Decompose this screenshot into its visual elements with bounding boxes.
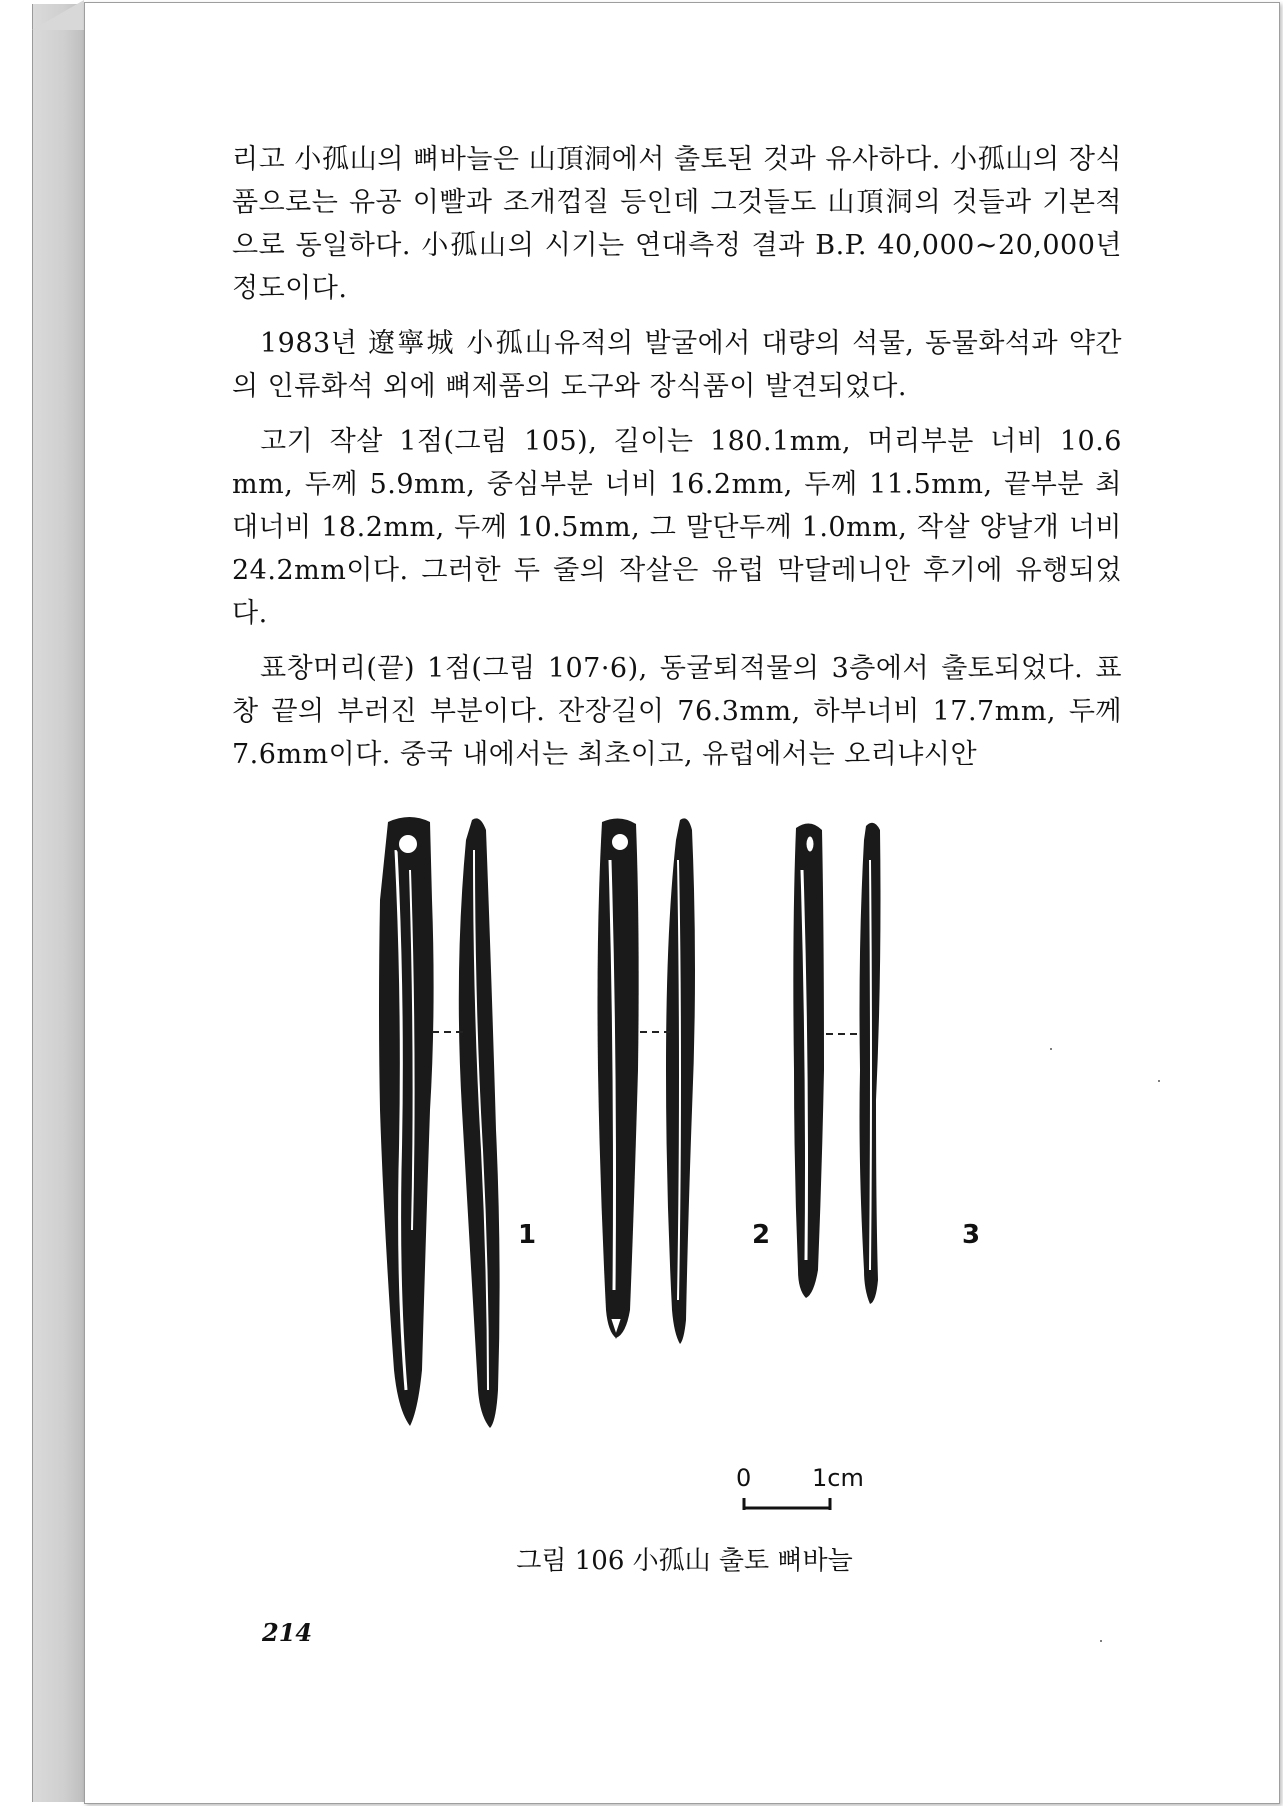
- needle-1-front: [379, 817, 434, 1426]
- book-spine: [32, 4, 85, 1802]
- figure-caption-text: 그림 106 小孤山 출토 뼈바늘: [516, 1546, 853, 1576]
- figure-caption: [0, 1540, 1283, 1577]
- needle-3-side: [860, 823, 881, 1304]
- scan-speck: [1158, 1080, 1160, 1082]
- scale-bar: [744, 1498, 830, 1510]
- paragraph-1: 리고 小孤山의 뼈바늘은 山頂洞에서 출토된 것과 유사하다. 小孤山의 장식품으로는 유공 이빨과 조개껍질 등인데 그것들도 山頂洞의 것들과 기본적으로 동일하다. 小孤山의 시기는 연대측정 결과 B.P. 40,000~20,000년 정도이다.: [232, 144, 1122, 304]
- scan-speck: [1050, 1048, 1052, 1050]
- paragraph-4: 표창머리(끝) 1점(그림 107·6), 동굴퇴적물의 3층에서 출토되었다. 표창 끝의 부러진 부분이다. 잔장길이 76.3mm, 하부너비 17.7mm, 두께 7.6mm이다. 중국 내에서는 최초이고, 유럽에서는 오리냐시안: [232, 653, 1122, 770]
- needle-1-side: [459, 818, 500, 1428]
- scale-unit: 1cm: [812, 1464, 864, 1492]
- needle-3-front: [793, 823, 824, 1298]
- paragraph-3: 고기 작살 1점(그림 105), 길이는 180.1mm, 머리부분 너비 10.6 mm, 두께 5.9mm, 중심부분 너비 16.2mm, 두께 11.5mm, 끝부분 최대너비 18.2mm, 두께 10.5mm, 그 말단두께 1.0mm, 작살 양날개 너비 24.2mm이다. 그러한 두 줄의 작살은 유럽 막달레니안 후기에 유행되었다.: [232, 426, 1122, 629]
- scale-zero: 0: [736, 1464, 752, 1492]
- page-number: 214: [262, 1618, 313, 1647]
- needle-2-front: [598, 818, 639, 1338]
- needle-2-side: [666, 818, 695, 1344]
- paragraph-2: 1983년 遼寧城 小孤山유적의 발굴에서 대량의 석물, 동물화석과 약간의 인류화석 외에 뼈제품의 도구와 장식품이 발견되었다.: [232, 328, 1122, 402]
- figure-label-2: 2: [752, 1220, 771, 1250]
- figure-label-1: 1: [518, 1220, 537, 1250]
- figure-label-3: 3: [962, 1220, 981, 1250]
- bone-needle-figure: [370, 810, 990, 1530]
- bone-needles-drawing: [370, 810, 990, 1530]
- scan-speck: [1100, 1640, 1102, 1642]
- body-text: [232, 138, 1122, 788]
